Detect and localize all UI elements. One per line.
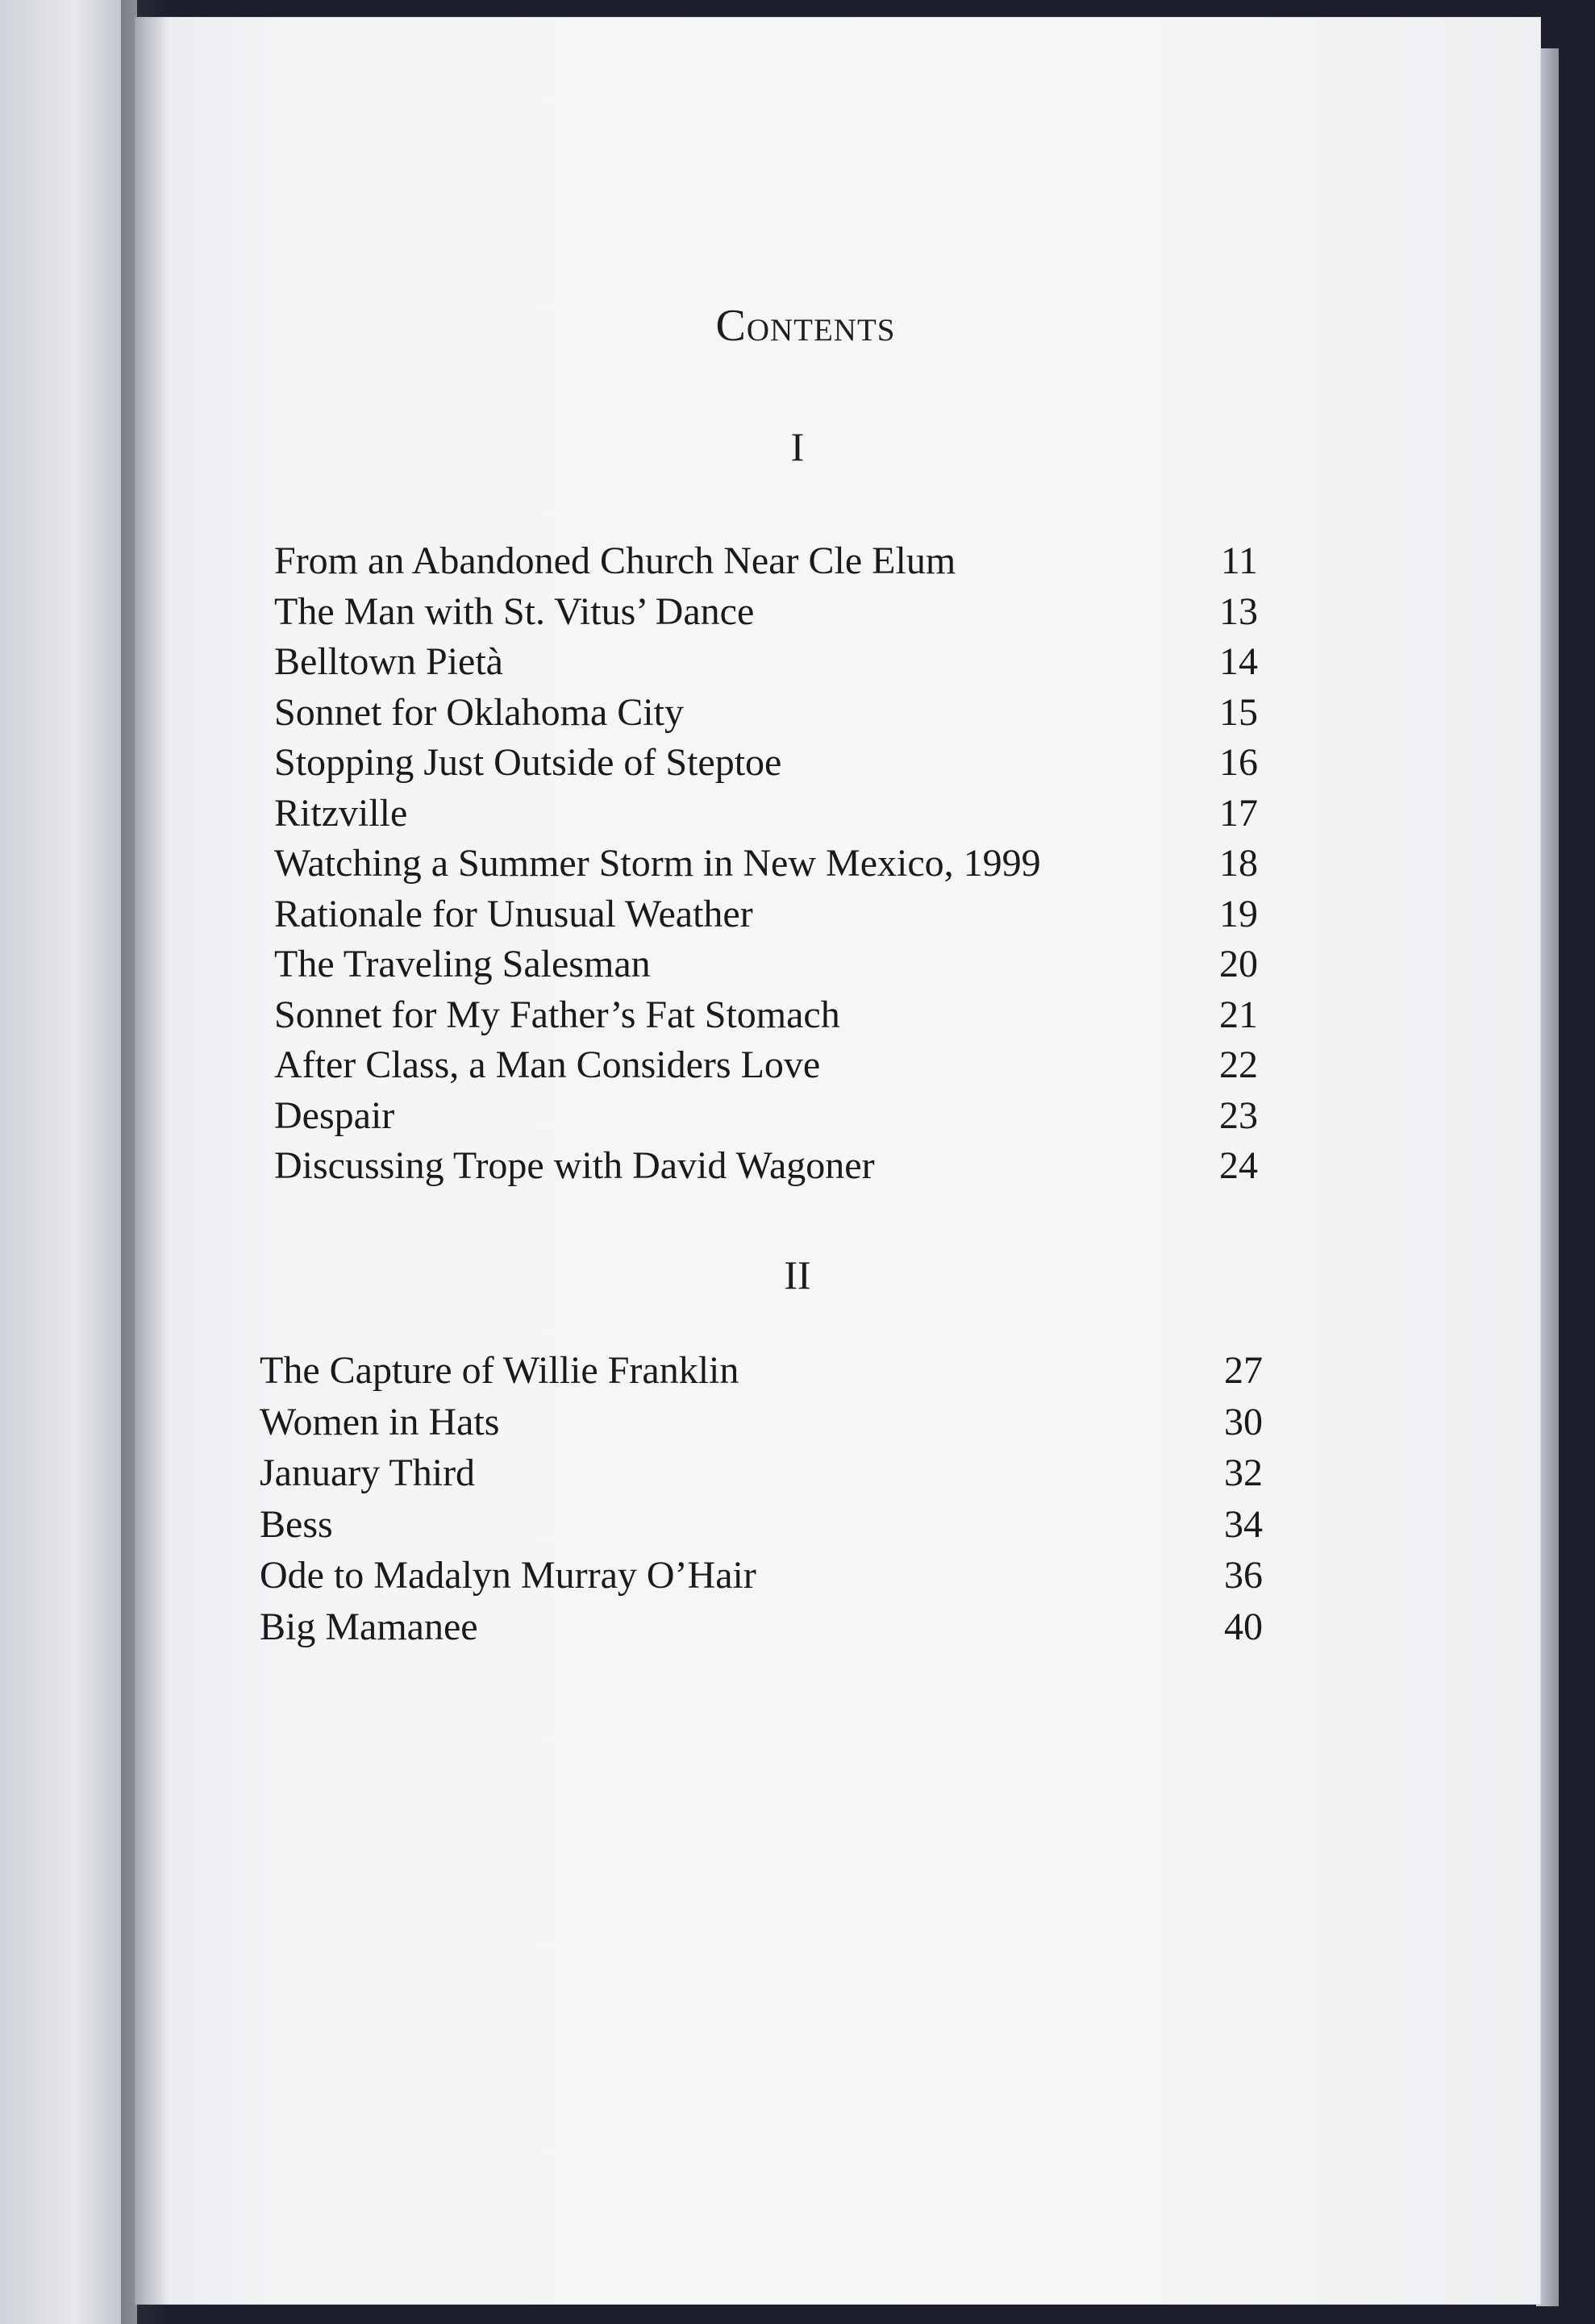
toc-entry-page: 17 <box>1219 791 1258 835</box>
toc-entry-page: 34 <box>1224 1502 1263 1546</box>
toc-entry-title: Women in Hats <box>260 1400 500 1443</box>
toc-entry-page: 40 <box>1224 1605 1263 1648</box>
toc-entry-page: 18 <box>1219 842 1258 885</box>
toc-entry[interactable] <box>274 889 1258 940</box>
toc-entry-title: Ode to Madalyn Murray O’Hair <box>260 1554 756 1597</box>
toc-entry[interactable] <box>274 1040 1258 1091</box>
toc-entry-page: 20 <box>1219 943 1258 985</box>
toc-entry-page: 32 <box>1224 1451 1263 1494</box>
toc-entry[interactable] <box>274 1091 1258 1142</box>
toc-entry-page: 24 <box>1219 1144 1258 1187</box>
toc-entry[interactable] <box>274 536 1258 587</box>
toc-entry[interactable] <box>274 939 1258 990</box>
toc-entry-page: 14 <box>1219 640 1258 683</box>
toc-entry-title: After Class, a Man Considers Love <box>274 1043 821 1086</box>
toc-entry[interactable] <box>260 1550 1263 1601</box>
toc-entry-title: Despair <box>274 1093 395 1137</box>
toc-entry-title: Sonnet for Oklahoma City <box>274 690 684 734</box>
toc-entry-page: 16 <box>1219 741 1258 784</box>
toc-entry[interactable] <box>274 738 1258 789</box>
toc-entry[interactable] <box>274 688 1258 739</box>
toc-entry-title: The Man with St. Vitus’ Dance <box>274 589 755 633</box>
toc-entry-title: Belltown Pietà <box>274 640 503 683</box>
toc-entry-title: Stopping Just Outside of Steptoe <box>274 741 782 784</box>
toc-entry-page: 36 <box>1224 1554 1263 1597</box>
toc-entry-page: 19 <box>1219 892 1258 935</box>
toc-list-section-2 <box>260 1345 1263 1652</box>
toc-entry-page: 21 <box>1219 993 1258 1036</box>
toc-entry-page: 30 <box>1224 1400 1263 1443</box>
contents-heading: Contents <box>715 301 896 351</box>
toc-entry-page: 27 <box>1224 1349 1263 1392</box>
toc-entry-page: 13 <box>1219 589 1258 633</box>
toc-entry[interactable] <box>260 1499 1263 1551</box>
toc-entry-title: Discussing Trope with David Wagoner <box>274 1144 875 1187</box>
toc-entry-page: 22 <box>1219 1043 1258 1086</box>
toc-entry[interactable] <box>274 789 1258 839</box>
toc-entry-title: The Capture of Willie Franklin <box>260 1349 739 1392</box>
toc-entry[interactable] <box>274 1141 1258 1192</box>
toc-list-section-1 <box>274 536 1258 1192</box>
toc-entry-page: 23 <box>1219 1093 1258 1137</box>
toc-entry-page: 15 <box>1219 690 1258 734</box>
toc-entry-title: Ritzville <box>274 791 408 835</box>
section-heading-1: I <box>790 424 805 469</box>
toc-entry[interactable] <box>260 1345 1263 1397</box>
toc-entry[interactable] <box>274 990 1258 1041</box>
toc-entry-title: Sonnet for My Father’s Fat Stomach <box>274 993 840 1036</box>
toc-entry[interactable] <box>274 587 1258 638</box>
toc-entry-title: Bess <box>260 1502 333 1546</box>
toc-entry[interactable] <box>260 1447 1263 1499</box>
section-heading-2: II <box>784 1252 811 1297</box>
toc-entry-title: Watching a Summer Storm in New Mexico, 1999 <box>274 842 1041 885</box>
toc-entry[interactable] <box>260 1601 1263 1653</box>
toc-entry-page: 11 <box>1220 539 1258 582</box>
toc-entry-title: January Third <box>260 1451 476 1494</box>
toc-entry[interactable] <box>260 1397 1263 1448</box>
toc-entry-title: From an Abandoned Church Near Cle Elum <box>274 539 956 582</box>
toc-entry-title: Rationale for Unusual Weather <box>274 892 753 935</box>
toc-entry[interactable] <box>274 839 1258 889</box>
toc-entry[interactable] <box>274 637 1258 688</box>
toc-entry-title: Big Mamanee <box>260 1605 478 1648</box>
toc-entry-title: The Traveling Salesman <box>274 943 651 985</box>
